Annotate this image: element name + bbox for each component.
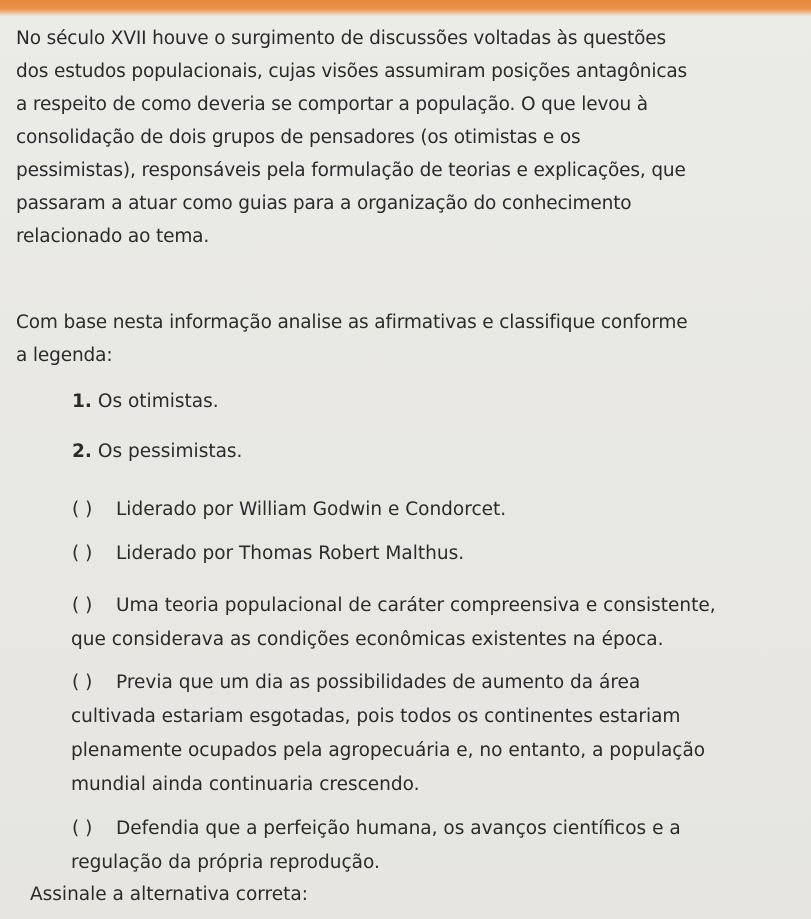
intro-line: relacionado ao tema. [16,226,210,247]
instruction-line: a legenda: [16,345,113,366]
legend-item-1 [72,391,219,412]
answer-blank[interactable]: ( ) [72,595,93,616]
intro-line: passaram a atuar como guias para a organização do conhecimento [16,193,632,214]
intro-line: consolidação de dois grupos de pensadores (os otimistas e os [16,127,581,148]
statement-item-4 [72,666,802,802]
statement-text: cultivada estariam esgotadas, pois todos os continentes estariam [71,706,681,727]
statement-text: mundial ainda continuaria crescendo. [71,774,420,795]
instruction-paragraph [16,306,806,372]
answer-blank[interactable]: ( ) [72,818,93,839]
intro-line: No século XVII houve o surgimento de discussões voltadas às questões [16,28,666,49]
statement-item-3 [72,589,802,657]
statement-item-5 [72,812,802,880]
intro-line: dos estudos populacionais, cujas visões assumiram posições antagônicas [16,61,688,82]
legend-item-2 [72,441,242,462]
legend-text: Os otimistas. [97,391,219,412]
statement-text: Uma teoria populacional de caráter compreensiva e consistente, [116,595,716,616]
statement-text: plenamente ocupados pela agropecuária e, no entanto, a população [71,740,706,761]
statement-text: que considerava as condições econômicas existentes na época. [71,629,664,650]
statement-text: Liderado por Thomas Robert Malthus. [116,543,465,564]
statement-text: Liderado por William Godwin e Condorcet. [116,499,507,520]
statement-item-2 [72,537,802,571]
legend-number: 2. [72,441,92,462]
answer-blank[interactable]: ( ) [72,499,93,520]
legend-text: Os pessimistas. [97,441,243,462]
statement-text: Previa que um dia as possibilidades de aumento da área [116,672,641,693]
statement-item-1 [72,493,802,527]
answer-blank[interactable]: ( ) [72,672,93,693]
statement-text: Defendia que a perfeição humana, os avanços científicos e a [116,818,681,839]
final-prompt: Assinale a alternativa correta: [30,884,308,905]
statement-text: regulação da própria reprodução. [71,852,380,873]
answer-blank[interactable]: ( ) [72,543,93,564]
intro-line: a respeito de como deveria se comportar a população. O que levou à [16,94,648,115]
legend-number: 1. [72,391,92,412]
instruction-line: Com base nesta informação analise as afirmativas e classifique conforme [16,312,688,333]
intro-paragraph [16,22,806,253]
top-accent-bar [0,0,811,16]
intro-line: pessimistas), responsáveis pela formulação de teorias e explicações, que [16,160,686,181]
